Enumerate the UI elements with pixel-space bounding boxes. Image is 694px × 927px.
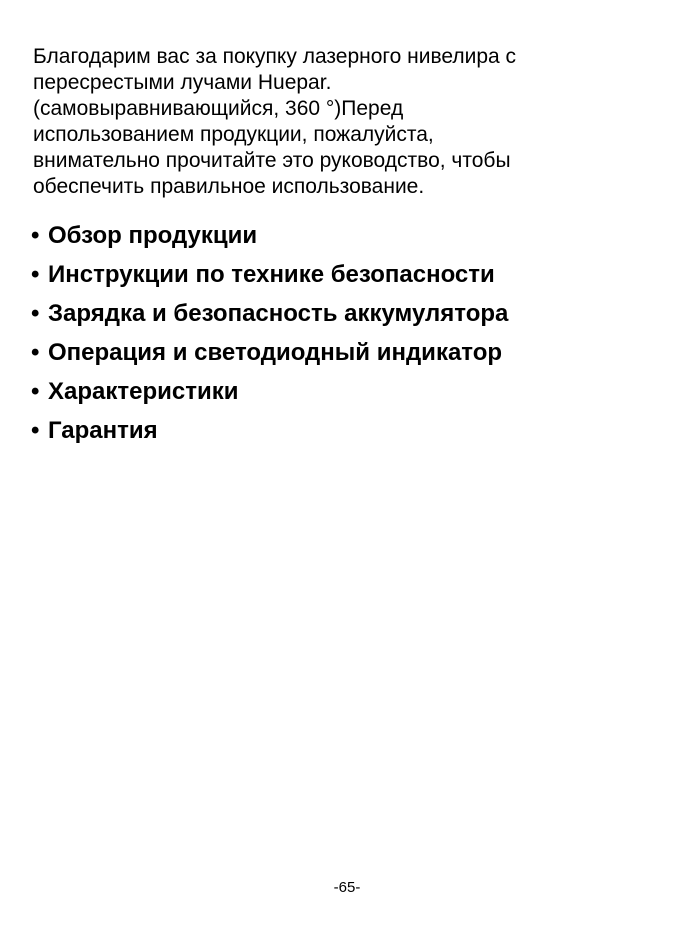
bullet-icon: • [31,222,40,249]
intro-line: использованием продукции, пожалуйста, [33,123,434,146]
contents-item-safety [31,255,508,294]
contents-item-label: Характеристики [48,378,239,405]
contents-item-battery [31,294,508,333]
bullet-icon: • [31,300,40,327]
intro-line: Благодарим вас за покупку лазерного нивелира с [33,45,517,68]
intro-line: (самовыравнивающийся, 360 °)Перед [33,97,404,120]
intro-line: внимательно прочитайте это руководство, чтобы [33,149,511,172]
contents-item-overview [31,216,508,255]
bullet-icon: • [31,261,40,288]
contents-item-operation [31,333,508,372]
contents-item-label: Обзор продукции [48,222,258,249]
intro-paragraph [33,44,673,200]
contents-item-label: Гарантия [48,417,158,444]
contents-item-label: Операция и светодиодный индикатор [48,339,503,366]
bullet-icon: • [31,378,40,405]
contents-item-warranty [31,411,508,450]
page-number: -65- [333,879,361,896]
contents-item-label: Инструкции по технике безопасности [48,261,495,288]
bullet-icon: • [31,417,40,444]
contents-item-label: Зарядка и безопасность аккумулятора [48,300,509,327]
bullet-icon: • [31,339,40,366]
contents-list [31,216,508,450]
contents-item-specifications [31,372,508,411]
intro-line: обеспечить правильное использование. [33,175,425,198]
intro-line: пересрестыми лучами Huepar. [33,71,332,94]
